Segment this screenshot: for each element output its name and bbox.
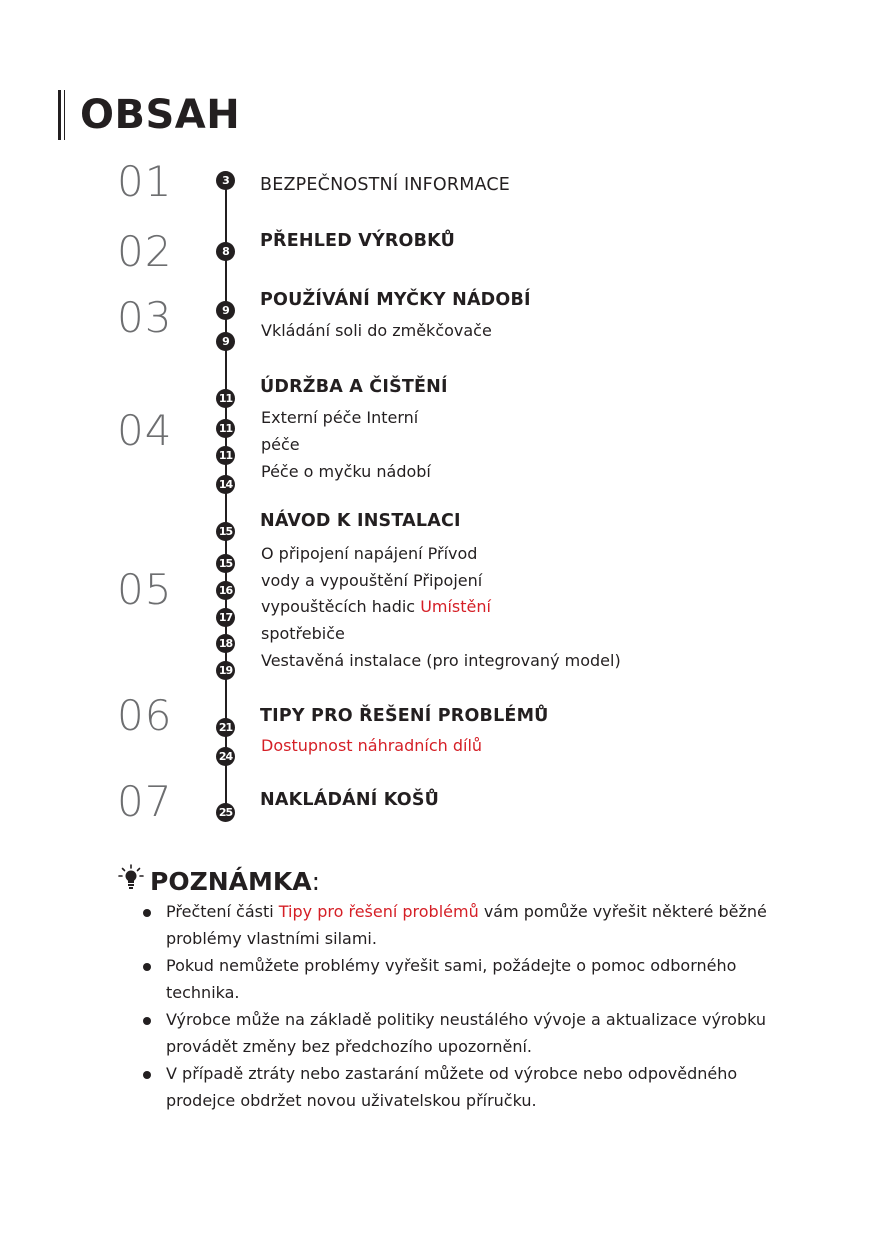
toc-subitem[interactable]: spotřebiče [261, 624, 345, 643]
section-number-06: 06 [117, 691, 173, 740]
section-number-04: 04 [117, 406, 173, 455]
toc-subitem[interactable]: vypouštěcích hadic [261, 597, 416, 616]
note-title-colon: : [311, 867, 321, 896]
page-dot: 18 [216, 634, 235, 653]
page-dot: 11 [216, 446, 235, 465]
toc-heading-overview[interactable]: PŘEHLED VÝROBKŮ [260, 231, 455, 251]
toc-heading-safety[interactable]: BEZPEČNOSTNÍ INFORMACE [260, 175, 511, 195]
toc-heading-usage[interactable]: POUŽÍVÁNÍ MYČKY NÁDOBÍ [260, 290, 531, 310]
page-dot: 21 [216, 718, 235, 737]
section-number-01: 01 [117, 157, 173, 206]
section-number-07: 07 [117, 777, 173, 826]
page-dot: 9 [216, 301, 235, 320]
note-link-troubleshooting[interactable]: Tipy pro řešení problémů [278, 902, 479, 921]
page-dot: 11 [216, 419, 235, 438]
page-title: OBSAH [80, 92, 241, 138]
note-item: Výrobce může na základě politiky neustálého vývoje a aktualizace výrobku provádět změny bez předchozího upozornění. [140, 1006, 780, 1060]
toc-subitem-highlight[interactable]: Dostupnost náhradních dílů [261, 736, 483, 755]
toc-subitem[interactable]: Externí péče Interní [261, 408, 419, 427]
page-dot: 15 [216, 522, 235, 541]
toc-subitem[interactable]: O připojení napájení Přívod [261, 544, 478, 563]
section-number-03: 03 [117, 293, 173, 342]
page-dot: 16 [216, 581, 235, 600]
note-item-text: vám pomůže vyřešit některé běžné problémy vlastními silami. [166, 902, 767, 948]
toc-heading-troubleshooting[interactable]: TIPY PRO ŘEŠENÍ PROBLÉMŮ [260, 706, 549, 726]
page-dot: 19 [216, 661, 235, 680]
page-dot: 3 [216, 171, 235, 190]
section-number-05: 05 [117, 565, 173, 614]
note-title [150, 866, 320, 898]
toc-heading-maintenance[interactable]: ÚDRŽBA A ČIŠTĚNÍ [260, 377, 448, 397]
note-list [140, 898, 780, 1114]
toc-subitem-highlight[interactable]: Umístění [420, 597, 491, 616]
page-dot: 17 [216, 608, 235, 627]
toc-subitem[interactable]: Vestavěná instalace (pro integrovaný model) [261, 651, 621, 670]
toc-subitem-line [261, 593, 491, 620]
note-title-text: POZNÁMKA [150, 867, 312, 896]
section-number-02: 02 [117, 227, 173, 276]
lightbulb-icon [118, 864, 144, 890]
note-item [140, 898, 780, 952]
note-item-text: Přečtení části [166, 902, 279, 921]
toc-subitem[interactable]: Péče o myčku nádobí [261, 462, 431, 481]
page-dot: 9 [216, 332, 235, 351]
toc-subitem[interactable]: vody a vypouštění Připojení [261, 571, 483, 590]
page-dot: 14 [216, 475, 235, 494]
toc-heading-basket-loading[interactable]: NAKLÁDÁNÍ KOŠŮ [260, 790, 440, 810]
title-bar-decoration [58, 90, 65, 140]
page-dot: 11 [216, 389, 235, 408]
toc-subitem[interactable]: Vkládání soli do změkčovače [261, 321, 492, 340]
note-item: V případě ztráty nebo zastarání můžete od výrobce nebo odpovědného prodejce obdržet novou uživatelskou příručku. [140, 1060, 780, 1114]
page-dot: 8 [216, 242, 235, 261]
page-dot: 25 [216, 803, 235, 822]
page-dot: 24 [216, 747, 235, 766]
note-item: Pokud nemůžete problémy vyřešit sami, požádejte o pomoc odborného technika. [140, 952, 780, 1006]
toc-subitem[interactable]: péče [261, 435, 300, 454]
toc-heading-installation[interactable]: NÁVOD K INSTALACI [260, 511, 461, 531]
page-dot: 15 [216, 554, 235, 573]
